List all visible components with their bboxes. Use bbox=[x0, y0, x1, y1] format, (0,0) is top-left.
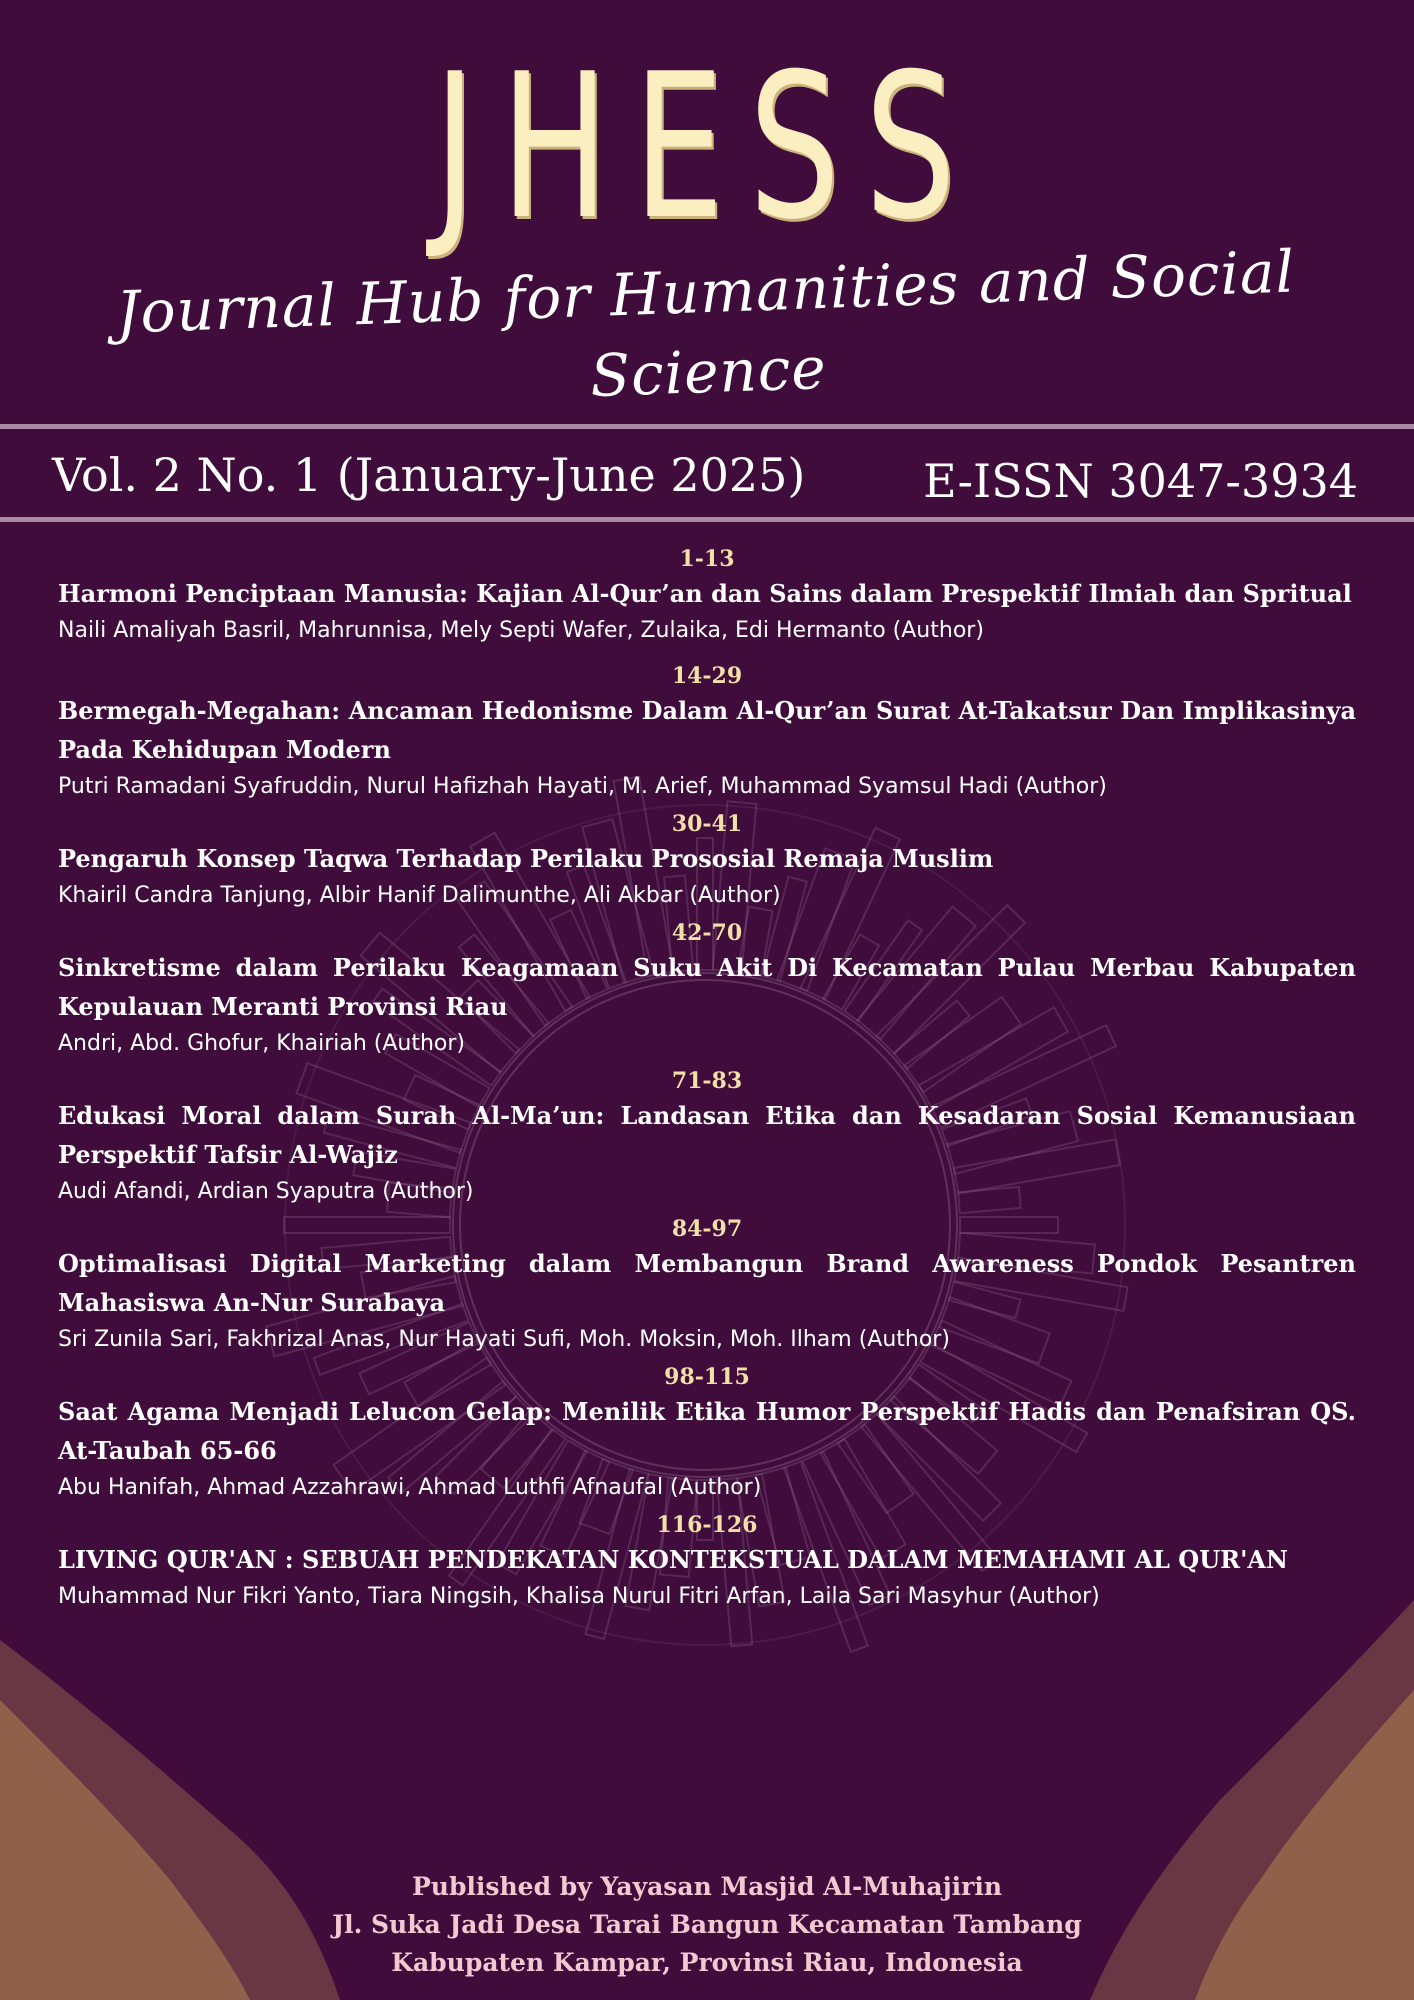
publisher-name: Published by Yayasan Masjid Al-Muhajirin bbox=[411, 1872, 1003, 1901]
article-authors: Khairil Candra Tanjung, Albir Hanif Dalimunthe, Ali Akbar (Author) bbox=[58, 883, 781, 908]
article-entry bbox=[58, 661, 1356, 805]
article-entry bbox=[58, 809, 1356, 914]
article-pages: 30-41 bbox=[671, 811, 743, 837]
publisher-address: Jl. Suka Jadi Desa Tarai Bangun Kecamatan Tambang bbox=[332, 1910, 1082, 1939]
article-authors: Muhammad Nur Fikri Yanto, Tiara Ningsih, Khalisa Nurul Fitri Arfan, Laila Sari Masyhur (Author) bbox=[58, 1584, 1100, 1609]
article-authors: Andri, Abd. Ghofur, Khairiah (Author) bbox=[58, 1031, 466, 1056]
article-pages: 84-97 bbox=[671, 1216, 743, 1242]
publisher-info bbox=[0, 1868, 1414, 1982]
article-entry bbox=[58, 918, 1356, 1062]
article-entry bbox=[58, 1510, 1356, 1615]
journal-logo: JHESS bbox=[433, 31, 981, 264]
article-authors: Putri Ramadani Syafruddin, Nurul Hafizhah Hayati, M. Arief, Muhammad Syamsul Hadi (Author) bbox=[58, 774, 1107, 799]
article-title: Sinkretisme dalam Perilaku Keagamaan Suku Akit Di Kecamatan Pulau Merbau Kabupaten Kepulauan Meranti Provinsi Riau bbox=[58, 953, 1356, 1021]
issn-number: E-ISSN 3047-3934 bbox=[923, 454, 1358, 508]
article-title: Harmoni Penciptaan Manusia: Kajian Al-Qur’an dan Sains dalam Prespektif Ilmiah dan Spritual bbox=[58, 579, 1352, 608]
article-pages: 116-126 bbox=[656, 1512, 758, 1538]
journal-tagline: Journal Hub for Humanities and Social Science bbox=[115, 237, 1297, 411]
table-of-contents bbox=[58, 544, 1356, 1619]
volume-info: Vol. 2 No. 1 (January-June 2025) bbox=[52, 448, 806, 502]
article-pages: 1-13 bbox=[679, 546, 735, 572]
article-entry bbox=[58, 544, 1356, 649]
article-title: Pengaruh Konsep Taqwa Terhadap Perilaku Prososial Remaja Muslim bbox=[58, 844, 994, 873]
article-title: Saat Agama Menjadi Lelucon Gelap: Menilik Etika Humor Perspektif Hadis dan Penafsiran QS. At-Taubah 65-66 bbox=[58, 1397, 1356, 1465]
article-authors: Audi Afandi, Ardian Syaputra (Author) bbox=[58, 1179, 474, 1204]
article-title: Edukasi Moral dalam Surah Al-Ma’un: Landasan Etika dan Kesadaran Sosial Kemanusiaan Perspektif Tafsir Al-Wajiz bbox=[58, 1101, 1356, 1169]
article-entry bbox=[58, 1362, 1356, 1506]
article-title: Bermegah-Megahan: Ancaman Hedonisme Dalam Al-Qur’an Surat At-Takatsur Dan Implikasinya Pada Kehidupan Modern bbox=[58, 696, 1356, 764]
article-title: LIVING QUR'AN : SEBUAH PENDEKATAN KONTEKSTUAL DALAM MEMAHAMI AL QUR'AN bbox=[58, 1545, 1288, 1574]
article-pages: 71-83 bbox=[671, 1068, 743, 1094]
divider-bottom bbox=[0, 517, 1414, 522]
article-entry bbox=[58, 1214, 1356, 1358]
article-pages: 14-29 bbox=[671, 663, 743, 689]
article-authors: Sri Zunila Sari, Fakhrizal Anas, Nur Hayati Sufi, Moh. Moksin, Moh. Ilham (Author) bbox=[58, 1327, 950, 1352]
article-entry bbox=[58, 1066, 1356, 1210]
article-title: Optimalisasi Digital Marketing dalam Membangun Brand Awareness Pondok Pesantren Mahasiswa An-Nur Surabaya bbox=[58, 1249, 1356, 1317]
divider-top bbox=[0, 424, 1414, 429]
article-authors: Abu Hanifah, Ahmad Azzahrawi, Ahmad Luthfi Afnaufal (Author) bbox=[58, 1475, 762, 1500]
article-authors: Naili Amaliyah Basril, Mahrunnisa, Mely Septi Wafer, Zulaika, Edi Hermanto (Author) bbox=[58, 618, 984, 643]
publisher-region: Kabupaten Kampar, Provinsi Riau, Indonesia bbox=[391, 1948, 1023, 1977]
article-pages: 42-70 bbox=[671, 920, 743, 946]
article-pages: 98-115 bbox=[664, 1364, 750, 1390]
